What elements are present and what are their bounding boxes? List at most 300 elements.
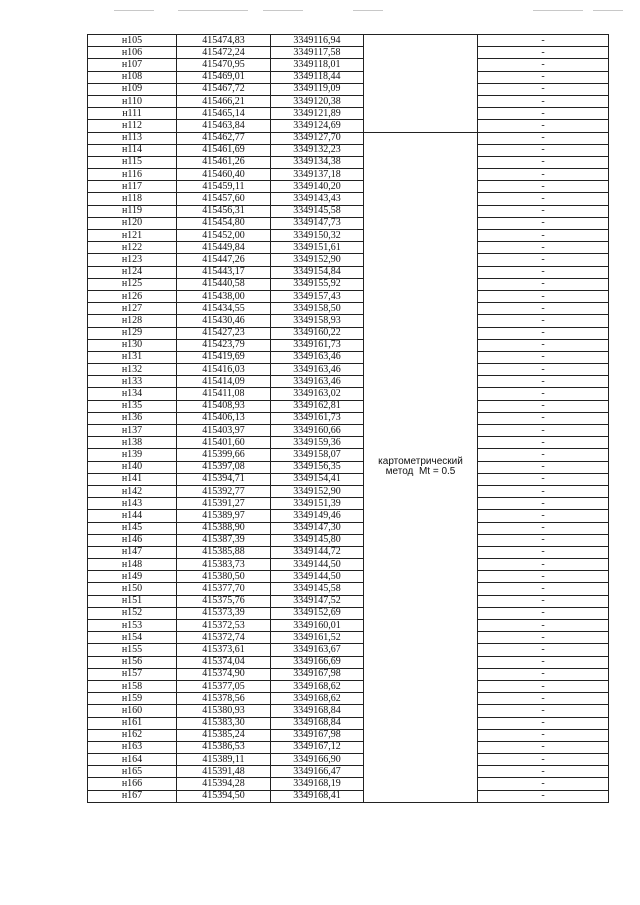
note-cell: - — [478, 290, 609, 302]
table-row — [88, 95, 609, 107]
y-coordinate-cell: 3349149,46 — [271, 510, 364, 522]
y-coordinate-cell: 3349144,72 — [271, 546, 364, 558]
y-coordinate-cell: 3349150,32 — [271, 230, 364, 242]
table-row — [88, 656, 609, 668]
y-coordinate-cell: 3349167,98 — [271, 729, 364, 741]
note-cell: - — [478, 607, 609, 619]
y-coordinate-cell: 3349156,35 — [271, 461, 364, 473]
note-cell: - — [478, 632, 609, 644]
y-coordinate-cell: 3349163,67 — [271, 644, 364, 656]
x-coordinate-cell: 415414,09 — [177, 376, 271, 388]
table-row — [88, 546, 609, 558]
point-name-cell: н141 — [88, 473, 177, 485]
note-cell: - — [478, 83, 609, 95]
point-name-cell: н133 — [88, 376, 177, 388]
table-row — [88, 156, 609, 168]
point-name-cell: н161 — [88, 717, 177, 729]
table-row — [88, 144, 609, 156]
x-coordinate-cell: 415447,26 — [177, 254, 271, 266]
y-coordinate-cell: 3349166,47 — [271, 766, 364, 778]
y-coordinate-cell: 3349161,73 — [271, 412, 364, 424]
note-cell: - — [478, 644, 609, 656]
note-cell: - — [478, 156, 609, 168]
x-coordinate-cell: 415463,84 — [177, 120, 271, 132]
note-cell: - — [478, 144, 609, 156]
point-name-cell: н117 — [88, 181, 177, 193]
point-name-cell: н108 — [88, 71, 177, 83]
y-coordinate-cell: 3349152,90 — [271, 485, 364, 497]
x-coordinate-cell: 415385,24 — [177, 729, 271, 741]
table-row — [88, 242, 609, 254]
point-name-cell: н128 — [88, 315, 177, 327]
note-cell: - — [478, 181, 609, 193]
header-mark — [114, 10, 154, 11]
x-coordinate-cell: 415427,23 — [177, 327, 271, 339]
x-coordinate-cell: 415394,28 — [177, 778, 271, 790]
point-name-cell: н131 — [88, 351, 177, 363]
note-cell: - — [478, 132, 609, 144]
table-row — [88, 620, 609, 632]
y-coordinate-cell: 3349157,43 — [271, 290, 364, 302]
y-coordinate-cell: 3349147,52 — [271, 595, 364, 607]
y-coordinate-cell: 3349145,58 — [271, 583, 364, 595]
point-name-cell: н150 — [88, 583, 177, 595]
table-row — [88, 461, 609, 473]
method-cell — [364, 132, 478, 802]
header-mark — [178, 10, 248, 11]
note-cell: - — [478, 59, 609, 71]
point-name-cell: н163 — [88, 741, 177, 753]
y-coordinate-cell: 3349163,46 — [271, 351, 364, 363]
y-coordinate-cell: 3349162,81 — [271, 400, 364, 412]
x-coordinate-cell: 415454,80 — [177, 217, 271, 229]
x-coordinate-cell: 415377,70 — [177, 583, 271, 595]
point-name-cell: н126 — [88, 290, 177, 302]
x-coordinate-cell: 415387,39 — [177, 534, 271, 546]
y-coordinate-cell: 3349118,01 — [271, 59, 364, 71]
table-row — [88, 388, 609, 400]
y-coordinate-cell: 3349159,36 — [271, 437, 364, 449]
x-coordinate-cell: 415470,95 — [177, 59, 271, 71]
table-row — [88, 35, 609, 47]
x-coordinate-cell: 415392,77 — [177, 485, 271, 497]
note-cell: - — [478, 278, 609, 290]
note-cell: - — [478, 656, 609, 668]
method-accuracy: метод Mt = 0.5 — [385, 466, 456, 478]
note-cell: - — [478, 705, 609, 717]
y-coordinate-cell: 3349132,23 — [271, 144, 364, 156]
table-row — [88, 71, 609, 83]
table-row — [88, 571, 609, 583]
point-name-cell: н111 — [88, 108, 177, 120]
y-coordinate-cell: 3349160,66 — [271, 425, 364, 437]
y-coordinate-cell: 3349134,38 — [271, 156, 364, 168]
header-mark — [533, 10, 583, 11]
x-coordinate-cell: 415461,26 — [177, 156, 271, 168]
point-name-cell: н124 — [88, 266, 177, 278]
point-name-cell: н164 — [88, 754, 177, 766]
table-row — [88, 717, 609, 729]
point-name-cell: н142 — [88, 485, 177, 497]
y-coordinate-cell: 3349152,69 — [271, 607, 364, 619]
point-name-cell: н143 — [88, 498, 177, 510]
y-coordinate-cell: 3349158,07 — [271, 449, 364, 461]
x-coordinate-cell: 415380,93 — [177, 705, 271, 717]
x-coordinate-cell: 415389,11 — [177, 754, 271, 766]
point-name-cell: н136 — [88, 412, 177, 424]
point-name-cell: н159 — [88, 693, 177, 705]
point-name-cell: н110 — [88, 95, 177, 107]
x-coordinate-cell: 415380,50 — [177, 571, 271, 583]
note-cell: - — [478, 376, 609, 388]
x-coordinate-cell: 415472,24 — [177, 47, 271, 59]
x-coordinate-cell: 415383,30 — [177, 717, 271, 729]
y-coordinate-cell: 3349152,90 — [271, 254, 364, 266]
x-coordinate-cell: 415378,56 — [177, 693, 271, 705]
table-row — [88, 254, 609, 266]
point-name-cell: н118 — [88, 193, 177, 205]
point-name-cell: н130 — [88, 339, 177, 351]
y-coordinate-cell: 3349163,02 — [271, 388, 364, 400]
table-row — [88, 400, 609, 412]
point-name-cell: н134 — [88, 388, 177, 400]
note-cell: - — [478, 351, 609, 363]
point-name-cell: н157 — [88, 668, 177, 680]
x-coordinate-cell: 415406,13 — [177, 412, 271, 424]
table-row — [88, 754, 609, 766]
note-cell: - — [478, 303, 609, 315]
y-coordinate-cell: 3349116,94 — [271, 35, 364, 47]
point-name-cell: н137 — [88, 425, 177, 437]
point-name-cell: н140 — [88, 461, 177, 473]
table-row — [88, 351, 609, 363]
table-row — [88, 778, 609, 790]
x-coordinate-cell: 415391,48 — [177, 766, 271, 778]
point-name-cell: н144 — [88, 510, 177, 522]
table-row — [88, 534, 609, 546]
x-coordinate-cell: 415440,58 — [177, 278, 271, 290]
y-coordinate-cell: 3349155,92 — [271, 278, 364, 290]
x-coordinate-cell: 415457,60 — [177, 193, 271, 205]
note-cell: - — [478, 120, 609, 132]
x-coordinate-cell: 415403,97 — [177, 425, 271, 437]
note-cell: - — [478, 95, 609, 107]
x-coordinate-cell: 415443,17 — [177, 266, 271, 278]
point-name-cell: н147 — [88, 546, 177, 558]
table-row — [88, 59, 609, 71]
point-name-cell: н121 — [88, 230, 177, 242]
point-name-cell: н145 — [88, 522, 177, 534]
method-name: картометрический — [378, 456, 463, 468]
table-row — [88, 217, 609, 229]
table-row — [88, 278, 609, 290]
table-row — [88, 473, 609, 485]
y-coordinate-cell: 3349151,61 — [271, 242, 364, 254]
point-name-cell: н122 — [88, 242, 177, 254]
table-row — [88, 108, 609, 120]
table-row — [88, 290, 609, 302]
note-cell: - — [478, 595, 609, 607]
x-coordinate-cell: 415373,39 — [177, 607, 271, 619]
table-row — [88, 583, 609, 595]
point-name-cell: н151 — [88, 595, 177, 607]
table-row — [88, 729, 609, 741]
point-name-cell: н152 — [88, 607, 177, 619]
y-coordinate-cell: 3349117,58 — [271, 47, 364, 59]
point-name-cell: н107 — [88, 59, 177, 71]
y-coordinate-cell: 3349137,18 — [271, 169, 364, 181]
point-name-cell: н123 — [88, 254, 177, 266]
note-cell: - — [478, 412, 609, 424]
note-cell: - — [478, 315, 609, 327]
point-name-cell: н162 — [88, 729, 177, 741]
x-coordinate-cell: 415461,69 — [177, 144, 271, 156]
y-coordinate-cell: 3349147,73 — [271, 217, 364, 229]
x-coordinate-cell: 415373,61 — [177, 644, 271, 656]
note-cell: - — [478, 754, 609, 766]
note-cell: - — [478, 473, 609, 485]
table-row — [88, 132, 609, 144]
table-row — [88, 120, 609, 132]
x-coordinate-cell: 415372,74 — [177, 632, 271, 644]
y-coordinate-cell: 3349160,01 — [271, 620, 364, 632]
note-cell: - — [478, 364, 609, 376]
note-cell: - — [478, 388, 609, 400]
x-coordinate-cell: 415456,31 — [177, 205, 271, 217]
x-coordinate-cell: 415438,00 — [177, 290, 271, 302]
note-cell: - — [478, 741, 609, 753]
table-row — [88, 83, 609, 95]
note-cell: - — [478, 266, 609, 278]
y-coordinate-cell: 3349158,50 — [271, 303, 364, 315]
table-row — [88, 498, 609, 510]
y-coordinate-cell: 3349140,20 — [271, 181, 364, 193]
note-cell: - — [478, 254, 609, 266]
y-coordinate-cell: 3349151,39 — [271, 498, 364, 510]
x-coordinate-cell: 415449,84 — [177, 242, 271, 254]
x-coordinate-cell: 415452,00 — [177, 230, 271, 242]
point-name-cell: н166 — [88, 778, 177, 790]
point-name-cell: н156 — [88, 656, 177, 668]
y-coordinate-cell: 3349119,09 — [271, 83, 364, 95]
y-coordinate-cell: 3349124,69 — [271, 120, 364, 132]
table-row — [88, 680, 609, 692]
header-mark — [263, 10, 303, 11]
x-coordinate-cell: 415474,83 — [177, 35, 271, 47]
note-cell: - — [478, 693, 609, 705]
note-cell: - — [478, 230, 609, 242]
y-coordinate-cell: 3349161,52 — [271, 632, 364, 644]
note-cell: - — [478, 437, 609, 449]
point-name-cell: н109 — [88, 83, 177, 95]
note-cell: - — [478, 680, 609, 692]
note-cell: - — [478, 729, 609, 741]
point-name-cell: н127 — [88, 303, 177, 315]
table-row — [88, 437, 609, 449]
y-coordinate-cell: 3349127,70 — [271, 132, 364, 144]
note-cell: - — [478, 169, 609, 181]
note-cell: - — [478, 461, 609, 473]
x-coordinate-cell: 415408,93 — [177, 400, 271, 412]
x-coordinate-cell: 415389,97 — [177, 510, 271, 522]
y-coordinate-cell: 3349168,62 — [271, 693, 364, 705]
note-cell: - — [478, 193, 609, 205]
note-cell: - — [478, 559, 609, 571]
table-row — [88, 595, 609, 607]
x-coordinate-cell: 415459,11 — [177, 181, 271, 193]
table-row — [88, 559, 609, 571]
point-name-cell: н112 — [88, 120, 177, 132]
table-row — [88, 412, 609, 424]
note-cell: - — [478, 425, 609, 437]
x-coordinate-cell: 415383,73 — [177, 559, 271, 571]
point-name-cell: н139 — [88, 449, 177, 461]
point-name-cell: н119 — [88, 205, 177, 217]
point-name-cell: н116 — [88, 169, 177, 181]
note-cell: - — [478, 522, 609, 534]
note-cell: - — [478, 400, 609, 412]
header-mark — [353, 10, 383, 11]
point-name-cell: н146 — [88, 534, 177, 546]
point-name-cell: н148 — [88, 559, 177, 571]
y-coordinate-cell: 3349168,84 — [271, 717, 364, 729]
point-name-cell: н158 — [88, 680, 177, 692]
point-name-cell: н149 — [88, 571, 177, 583]
y-coordinate-cell: 3349118,44 — [271, 71, 364, 83]
y-coordinate-cell: 3349168,19 — [271, 778, 364, 790]
note-cell: - — [478, 71, 609, 83]
x-coordinate-cell: 415469,01 — [177, 71, 271, 83]
y-coordinate-cell: 3349154,41 — [271, 473, 364, 485]
table-row — [88, 303, 609, 315]
note-cell: - — [478, 205, 609, 217]
y-coordinate-cell: 3349120,38 — [271, 95, 364, 107]
x-coordinate-cell: 415375,76 — [177, 595, 271, 607]
point-name-cell: н120 — [88, 217, 177, 229]
note-cell: - — [478, 47, 609, 59]
y-coordinate-cell: 3349143,43 — [271, 193, 364, 205]
table-row — [88, 181, 609, 193]
y-coordinate-cell: 3349144,50 — [271, 559, 364, 571]
x-coordinate-cell: 415394,50 — [177, 790, 271, 802]
table-row — [88, 315, 609, 327]
x-coordinate-cell: 415374,04 — [177, 656, 271, 668]
point-name-cell: н153 — [88, 620, 177, 632]
table-row — [88, 693, 609, 705]
y-coordinate-cell: 3349147,30 — [271, 522, 364, 534]
point-name-cell: н154 — [88, 632, 177, 644]
x-coordinate-cell: 415462,77 — [177, 132, 271, 144]
note-cell: - — [478, 35, 609, 47]
x-coordinate-cell: 415377,05 — [177, 680, 271, 692]
y-coordinate-cell: 3349163,46 — [271, 376, 364, 388]
x-coordinate-cell: 415466,21 — [177, 95, 271, 107]
method-cell-empty — [364, 35, 478, 133]
note-cell: - — [478, 717, 609, 729]
x-coordinate-cell: 415434,55 — [177, 303, 271, 315]
point-name-cell: н138 — [88, 437, 177, 449]
x-coordinate-cell: 415467,72 — [177, 83, 271, 95]
table-row — [88, 266, 609, 278]
table-row — [88, 169, 609, 181]
table-row — [88, 522, 609, 534]
point-name-cell: н167 — [88, 790, 177, 802]
table-row — [88, 705, 609, 717]
table-row — [88, 668, 609, 680]
note-cell: - — [478, 498, 609, 510]
x-coordinate-cell: 415388,90 — [177, 522, 271, 534]
note-cell: - — [478, 546, 609, 558]
x-coordinate-cell: 415386,53 — [177, 741, 271, 753]
note-cell: - — [478, 620, 609, 632]
note-cell: - — [478, 778, 609, 790]
y-coordinate-cell: 3349168,84 — [271, 705, 364, 717]
coordinates-table-body — [88, 35, 609, 803]
point-name-cell: н132 — [88, 364, 177, 376]
table-row — [88, 339, 609, 351]
table-row — [88, 449, 609, 461]
note-cell: - — [478, 108, 609, 120]
note-cell: - — [478, 449, 609, 461]
note-cell: - — [478, 790, 609, 802]
table-row — [88, 766, 609, 778]
point-name-cell: н125 — [88, 278, 177, 290]
y-coordinate-cell: 3349160,22 — [271, 327, 364, 339]
table-row — [88, 632, 609, 644]
page-header-scan-marks — [88, 6, 628, 16]
y-coordinate-cell: 3349166,69 — [271, 656, 364, 668]
table-row — [88, 230, 609, 242]
header-mark — [593, 10, 623, 11]
point-name-cell: н165 — [88, 766, 177, 778]
x-coordinate-cell: 415394,71 — [177, 473, 271, 485]
x-coordinate-cell: 415385,88 — [177, 546, 271, 558]
x-coordinate-cell: 415430,46 — [177, 315, 271, 327]
table-row — [88, 327, 609, 339]
note-cell: - — [478, 242, 609, 254]
note-cell: - — [478, 217, 609, 229]
table-row — [88, 47, 609, 59]
x-coordinate-cell: 415372,53 — [177, 620, 271, 632]
table-row — [88, 607, 609, 619]
point-name-cell: н113 — [88, 132, 177, 144]
y-coordinate-cell: 3349144,50 — [271, 571, 364, 583]
y-coordinate-cell: 3349158,93 — [271, 315, 364, 327]
x-coordinate-cell: 415423,79 — [177, 339, 271, 351]
note-cell: - — [478, 327, 609, 339]
y-coordinate-cell: 3349168,41 — [271, 790, 364, 802]
y-coordinate-cell: 3349161,73 — [271, 339, 364, 351]
note-cell: - — [478, 766, 609, 778]
point-name-cell: н155 — [88, 644, 177, 656]
table-row — [88, 485, 609, 497]
table-row — [88, 790, 609, 802]
note-cell: - — [478, 571, 609, 583]
x-coordinate-cell: 415397,08 — [177, 461, 271, 473]
note-cell: - — [478, 583, 609, 595]
x-coordinate-cell: 415374,90 — [177, 668, 271, 680]
x-coordinate-cell: 415399,66 — [177, 449, 271, 461]
note-cell: - — [478, 534, 609, 546]
x-coordinate-cell: 415411,08 — [177, 388, 271, 400]
note-cell: - — [478, 485, 609, 497]
table-row — [88, 510, 609, 522]
point-name-cell: н106 — [88, 47, 177, 59]
y-coordinate-cell: 3349168,62 — [271, 680, 364, 692]
point-name-cell: н115 — [88, 156, 177, 168]
table-row — [88, 376, 609, 388]
x-coordinate-cell: 415460,40 — [177, 169, 271, 181]
